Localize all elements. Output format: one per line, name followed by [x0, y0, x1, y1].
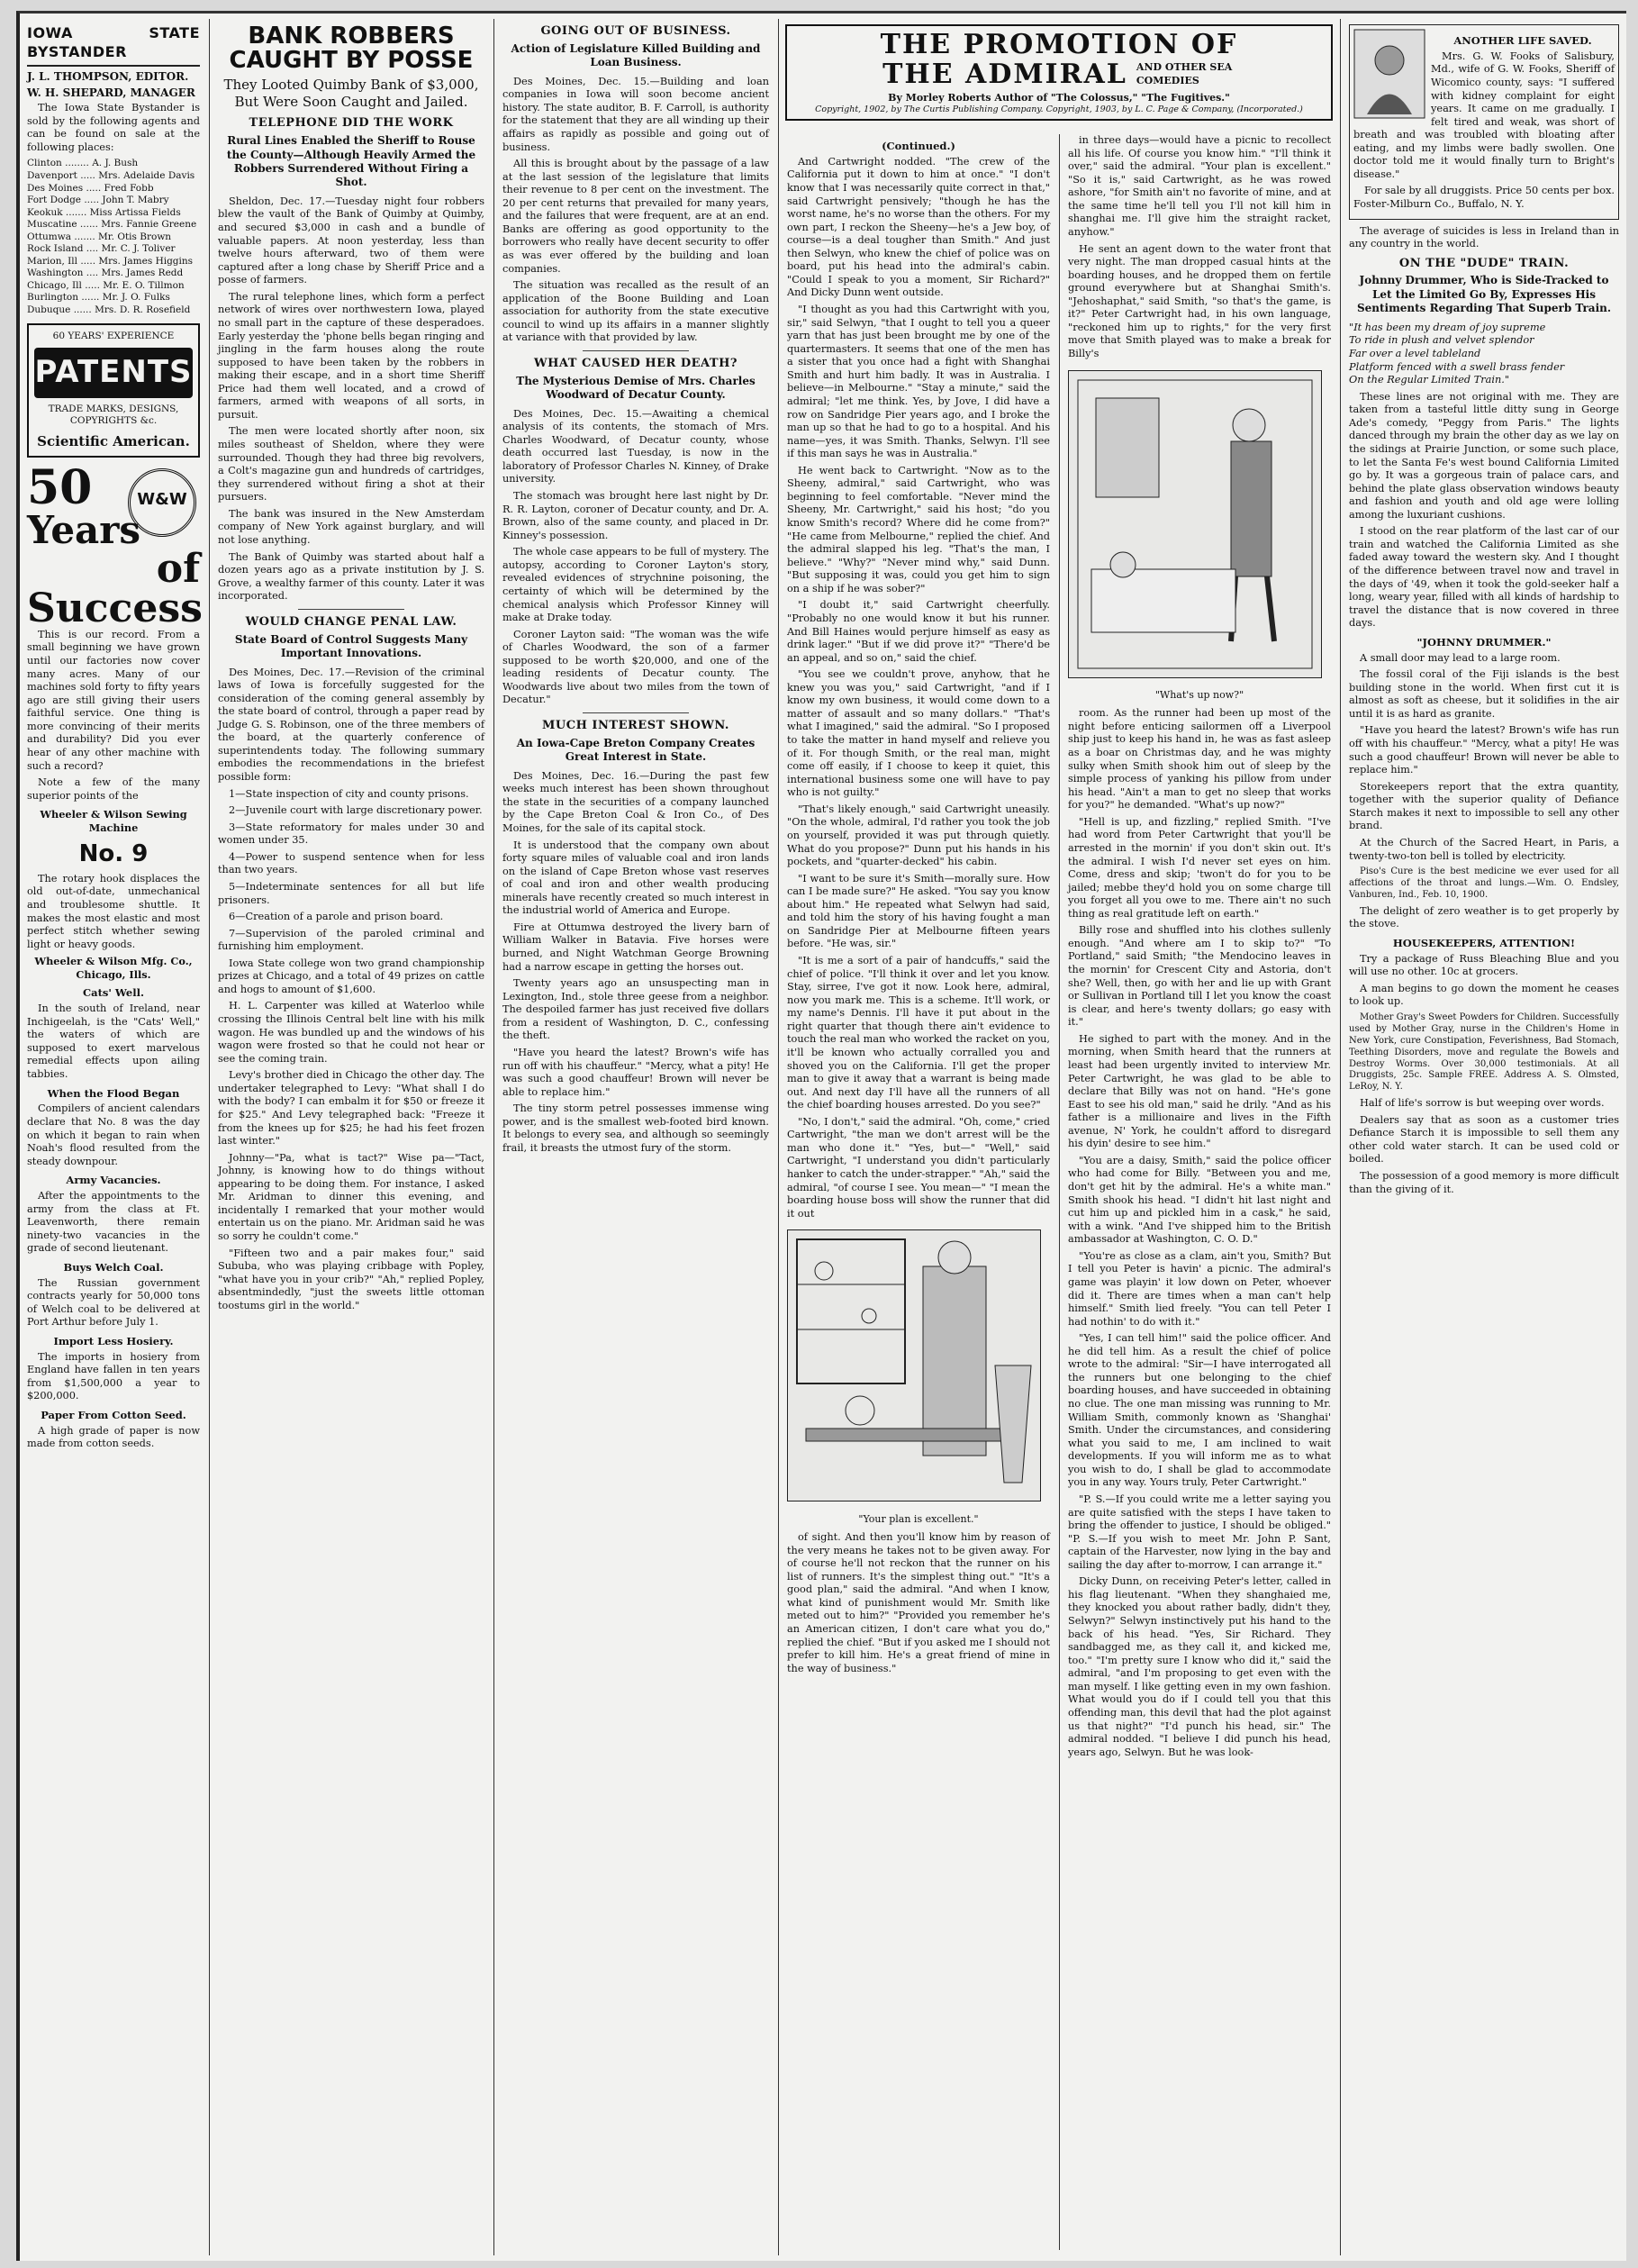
patents-tagline: TRADE MARKS, DESIGNS, COPYRIGHTS &c. [48, 404, 179, 427]
signature: "JOHNNY DRUMMER." [1416, 635, 1552, 649]
article-paragraph: The Bank of Quimby was started about half a dozen years ago as a private institution by J. S. Grove, a wealthy farmer of this county. Later it was incorporated. [218, 550, 484, 603]
going-out-headline: GOING OUT OF BUSINESS. [540, 24, 731, 38]
story-paragraph: in three days—would have a picnic to recollect all his life. Of course you know him." "I'll think it over," said the admiral. "Your plan is excellent." "So it is," said Cartwright, as he was rowed ashore, "for Smith ain't no favorite of mine, and at the same time he'll tell you I'll not kill him in shanghai me. I'll give him the straight racket, anyhow." [1068, 134, 1331, 238]
item-paragraph: I stood on the rear platform of the last car of our train and watched the California Limited as she faded away toward the western sky. And I thought of the difference between travel now and travel in the days of '49, when it took the gold-seeker half a long, weary year, filled with all kinds of hardship to travel the distance that is now covered in three days. [1349, 525, 1619, 630]
article-paragraph: The rural telephone lines, which form a perfect network of wires over northwestern Iowa, played no small part in the capture of these desperadoes. Early yesterday the 'phone bells began ringing and jingling in the farm houses along the route supposed to have been taken by the robbers in making their escape, and in a short time Sheriff Price had them well located, and a crowd of farmers, armed with weapons of all sorts, in pursuit. [218, 290, 484, 421]
item-paragraph: Try a package of Russ Bleaching Blue and you will use no other. 10c at grocers. [1349, 952, 1619, 978]
patents-ad [27, 323, 200, 458]
continued-label: (Continued.) [882, 140, 955, 152]
story-paragraph: "P. S.—If you could write me a letter saying you are quite satisfied with the steps I have taken to bring the offender to justice, I should be obliged." "P. S.—If you wish to meet Mr. John P. Sant, captain of the Harvester, now lying in the bay and sailing the day after to-morrow, I can arrange it." [1068, 1492, 1331, 1571]
item-paragraph: At the Church of the Sacred Heart, in Paris, a twenty-two-ton bell is tolled by electricity. [1349, 836, 1619, 862]
list-item: 6—Creation of a parole and prison board. [229, 911, 444, 923]
story-column-left [780, 134, 1057, 2250]
article-paragraph: The tiny storm petrel possesses immense wing power, and is the smallest web-footed bird known. It belongs to every sea, and although so seemingly frail, it breasts the utmost fury of the storm. [502, 1102, 769, 1154]
agent-row: Muscatine ...... Mrs. Fannie Greene [27, 219, 197, 231]
story-paragraph: "I doubt it," said Cartwright cheerfully. "Probably no one would know it but his runner. And Bill Haines would perjure himself as easy as drink lager." "But if we did prove it?" "There'd be an appeal, and so on," said the chief. [787, 599, 1050, 664]
housekeepers-heading: HOUSEKEEPERS, ATTENTION! [1392, 936, 1576, 949]
article-paragraph: Des Moines, Dec. 16.—During the past few weeks much interest has been shown throughout the state in the securities of a company launched by the Cape Breton Coal & Iron Co., of Des Moines, for the sale of its capital stock. [502, 769, 769, 834]
story-paragraph: "I want to be sure it's Smith—morally sure. How can I be made sure?" He asked. "You say you know about him." He repeated what Selwyn had said, and told him the story of his having fought a man on Sandridge Pier at Melbourne fifteen years before. "He was, sir." [787, 872, 1050, 950]
article-paragraph: Fire at Ottumwa destroyed the livery barn of William Walker in Batavia. Five horses were burned, and Night Watchman George Browning had a narrow escape in getting the horses out. [502, 921, 769, 973]
patents-years: 60 YEARS' EXPERIENCE [52, 331, 175, 342]
story-paragraph: He sent an agent down to the water front that very night. The man dropped casual hints at the boarding houses, and he dropped them on fertile ground everywhere but at Shanghai Smith's. "Jehoshaphat," said Smith, "so that's the game, is it?" Peter Cartwright had, in his own language, "reckoned him up to rights," for the very first move that Smith played was to make a break for Billy's [1068, 242, 1331, 359]
article-paragraph: Twenty years ago an unsuspecting man in Lexington, Ind., stole three geese from a neighbor. The despoiled farmer has just received five dollars from a resident of Washington, D. C., confessing the theft. [502, 977, 769, 1042]
item-paragraph: The possession of a good memory is more difficult than the giving of it. [1349, 1170, 1619, 1195]
life-saved-heading: ANOTHER LIFE SAVED. [1453, 34, 1592, 47]
column-rule [1340, 19, 1341, 2255]
article-paragraph: Sheldon, Dec. 17.—Tuesday night four robbers blew the vault of the Bank of Quimby at Quimby, and secured $3,000 in cash and a bundle of valuable papers. At noon yesterday, less than twelve hours afterward, two of them were captured after a long chase by Sheriff Price and a posse of farmers. [218, 195, 484, 286]
column-rule [493, 19, 494, 2255]
story-paragraph: of sight. And then you'll know him by reason of the very means he takes not to be given away. For of course he'll not reckon that the runner on his list of runners. It's the simplest thing out." "It's a good plan," said the admiral. "And when I know, what kind of punishment would Mr. Smith like meted out to him?" "Provided you remember he's an American citizen, I don't care what you do," replied the chief. "But if you asked me I should not prefer to kill him. He's a great friend of mine in the way of business." [787, 1531, 1050, 1674]
bank-robbers-headline: BANK ROBBERS CAUGHT BY POSSE [229, 23, 474, 75]
story-title-box [785, 24, 1333, 121]
interest-headline: MUCH INTEREST SHOWN. [542, 719, 729, 733]
newspaper-page [16, 11, 1626, 2261]
illustration-bedroom-scene [1068, 370, 1322, 678]
ww-body: This is our record. From a small beginning we have grown until our factories now cover many acres. Many of our machines sold forty to fifty years ago are still giving their users faithful service. One thing is more convincing of their merits and durability? Did you ever hear of any other machine with such a record? [27, 628, 200, 772]
column-masthead-ads [20, 19, 207, 2255]
scientific-american: Scientific American. [37, 432, 190, 449]
agent-row: Clinton ........ A. J. Bush [27, 158, 139, 169]
agent-row: Des Moines ..... Fred Fobb [27, 182, 154, 194]
army-heading: Army Vacancies. [66, 1174, 161, 1187]
story-paragraph: He went back to Cartwright. "Now as to the Sheeny, admiral," said Cartwright, who was beginning to feel comfortable. "Never mind the Sheeny, Mr. Cartwright," said his host; "do you know Smith's record? Where did he come from?" "He came from Melbourne," replied the chief. And the admiral slapped his leg. "That's the man, I believe." "Why?" "Never mind why," said Dunn. "But supposing it was, could you get him to sign on a ship if he was sober?" [787, 464, 1050, 594]
agent-row: Fort Dodge ..... John T. Mabry [27, 195, 169, 206]
story-paragraph: "Yes, I can tell him!" said the police officer. And he did tell him. As a result the chief of police wrote to the admiral: "Sir—I have interrogated all the runners but one belonging to the chief boarding houses, and have succeeded in obtaining no clue. The one man missing was running to Mr. William Smith, commonly known as 'Shanghai' Smith. Under the circumstances, and considering what you said to me, I am inclined to wait developments. If you will inform me as to what you wish to do, I shall be glad to accommodate you in any way. Yours truly, Peter Cartwright." [1068, 1332, 1331, 1489]
column-iowa-news [495, 19, 776, 2255]
years-word: Years [27, 507, 141, 552]
paper-body: A high grade of paper is now made from cotton seeds. [27, 1424, 200, 1450]
wheeler-wilson-seal-icon: W&W [128, 468, 196, 537]
manager-line: W. H. SHEPARD, MANAGER [27, 86, 195, 99]
article-paragraph: The situation was recalled as the result of an application of the Boone Building and Loan association for authority from the state executive council to wind up its affairs in a manner slightly at variance with that provided by law. [502, 279, 769, 344]
item-paragraph: "Have you heard the latest? Brown's wife has run off with his chauffeur." "Mercy, what a pity! He was such a good chauffeur! Brown will never be able to replace him." [1349, 724, 1619, 776]
story-paragraph: "That's likely enough," said Cartwright uneasily. "On the whole, admiral, I'd rather you took the job on yourself, provided it was put through quietly. What do you propose?" Dunn put his hands in his pockets, and "quarter-decked" his cabin. [787, 803, 1050, 868]
article-paragraph: H. L. Carpenter was killed at Waterloo while crossing the Illinois Central belt line with his milk wagon. He was bundled up and the windows of his wagon were frosted so that he could not hear or see the coming train. [218, 1000, 484, 1065]
article-paragraph: "Have you heard the latest? Brown's wife has run off with his chauffeur." "Mercy, what a pity! He was such a good chauffeur! Brown will never be able to replace him." [502, 1046, 769, 1098]
item-paragraph: These lines are not original with me. They are taken from a tasteful little ditty sung in George Ade's comedy, "Peggy from Paris." The lights danced through my brain the other day as we lay on the sidings at Prairie Junction, or some such place, to let the Santa Fe's west bound California Limited go by. It was a gorgeous train of palace cars, and behind the plate glass observation windows beauty and fashion and youth and old age were lolling among the luxuriant cushions. [1349, 390, 1619, 521]
agent-row: Washington .... Mrs. James Redd [27, 268, 184, 279]
wheeler-wilson-ad [27, 459, 203, 981]
ww-note: Note a few of the many superior points of the [27, 776, 200, 802]
story-paragraph: And Cartwright nodded. "The crew of the California put it down to him at once." "I don't know that I was necessarily quite correct in that," said Cartwright pensively; "though he has the worst name, he's no worse than the others. For my own part, I reckon the Sheeny—he's a Jew boy, of course—is a deal tougher than Smith." And just then Selwyn, who knew the chief of police was on board, put his head into the admiral's cabin. "Could I speak to you a moment, Sir Richard?" And Dicky Dunn went outside. [787, 155, 1050, 299]
death-deck: The Mysterious Demise of Mrs. Charles Woodward of Decatur County. [516, 374, 756, 402]
divider [298, 609, 404, 610]
story-byline: By Morley Roberts Author of "The Colossus," "The Fugitives." [888, 92, 1230, 104]
item-paragraph: Piso's Cure is the best medicine we ever used for all affections of the throat and lungs.—Wm. O. Endsley, Vanburen, Ind., Feb. 10, 1900. [1349, 866, 1619, 900]
story-title-line-2: THE ADMIRAL [882, 59, 1127, 90]
of-success: of Success [27, 545, 203, 631]
agent-row: Marion, Ill ..... Mrs. James Higgins [27, 255, 194, 267]
agent-row: Rock Island .... Mr. C. J. Toliver [27, 243, 176, 255]
list-item: 7—Supervision of the paroled criminal and furnishing him employment. [218, 927, 484, 953]
ww-product-name: Wheeler & Wilson Sewing Machine [40, 808, 187, 834]
agent-row: Ottumwa ....... Mr. Otis Brown [27, 231, 172, 242]
flood-heading: When the Flood Began [47, 1086, 180, 1100]
agent-row: Davenport ..... Mrs. Adelaide Davis [27, 169, 195, 181]
story-paragraph: "You are a daisy, Smith," said the police officer who had come for Billy. "Between you and me, don't get hit by the admiral. He's a white man." Smith shook his head. "I didn't hit last night and cut him up and pickled him in a cask," he said, with a wink. "And I've shipped him to the British ambassador at Washington, C. O. D." [1068, 1154, 1331, 1246]
masthead: IOWA STATE BYSTANDER [27, 19, 200, 67]
story-paragraph: "Hell is up, and fizzling," replied Smith. "I've had word from Peter Cartwright that you'll be arrested in the mornin' if you don't skin out. It's the admiral. I wish I'd never set eyes on him. Come, dress and skip; 'twon't do for you to be jailed; mebbe they'd hold you on some charge till you forget all you owe to me. There ain't no such thing as real gratitude left on earth." [1068, 815, 1331, 920]
interest-deck: An Iowa-Cape Breton Company Creates Great Interest in State. [516, 736, 756, 764]
divider [583, 350, 689, 351]
agent-row: Keokuk ....... Miss Artissa Fields [27, 206, 181, 218]
agent-list [27, 158, 200, 316]
article-paragraph: The stomach was brought here last night by Dr. R. R. Layton, coroner of Decatur county, and Dr. A. Brown, also of the same county, and placed in Dr. Kinney's possession. [502, 490, 769, 541]
list-item: 3—State reformatory for males under 30 and women under 35. [218, 821, 484, 847]
story-paragraph: Dicky Dunn, on receiving Peter's letter, called in his flag lieutenant. "When they shanghaied me, they knocked you about rather badly, didn't they, Selwyn?" Selwyn instinctively put his hand to the back of his head. "Yes, Sir Richard. They sandbagged me, as they call it, and kicked me, too." "I'm pretty sure I know who did it," said the admiral, "and I'm proposing to get even with the man myself. I like getting even in my own fashion. What would you do if I could tell you that this offending man, this devil that had the plot against us that night?" "I'd punch his head, sir." The admiral nodded. "I believe I did punch his head, years ago, Selwyn. But he was look- [1068, 1575, 1331, 1758]
army-body: After the appointments to the army from the class at Ft. Leavenworth, there remain ninety-two vacancies in the grade of second lieutenant. [27, 1190, 200, 1255]
illustration-lab-scene [787, 1229, 1041, 1501]
ww-body-2: The rotary hook displaces the old out-of-date, unmechanical and troublesome shuttle. It makes the most elastic and most perfect stitch whether sewing light or heavy goods. [27, 872, 200, 950]
item-paragraph: The delight of zero weather is to get properly by the stove. [1349, 904, 1619, 930]
story-paragraph: He sighed to part with the money. And in the morning, when Smith heard that the runners at least had been urgently invited to interview Mr. Peter Cartwright, he was glad to be able to declare that Billy was not on hand. "He's gone East to see his old man," said he drily. "And as his father is a millionaire and lives in the Fifth avenue, N' York, he couldn't afford to disregard his dyin' desire to see him." [1068, 1032, 1331, 1150]
story-paragraph: "You're as close as a clam, ain't you, Smith? But I tell you Peter is havin' a picnic. The admiral's game was playin' it low down on Peter, whoever did it. There are times when a man can't help himself." Smith lied freely. "You can tell Peter I had nothin' to do with it." [1068, 1249, 1331, 1328]
item-paragraph: A man begins to go down the moment he ceases to look up. [1349, 982, 1619, 1008]
story-paragraph: "It is me a sort of a pair of handcuffs," said the chief of police. "I'll think it over and let you know. Stay, sirree, I've got it now. Look here, admiral, now you mark me. This is a scheme. It'll work, or my name's Dennis. I'll have it put about in the right quarter that though there ain't evidence to touch the real man who worked the racket on you, it'll be known who actually corralled you and shoved you on the California. I'll get the proper man to give it away that a warrant is being made out. And next day I'll have all the runners of all the chief boarding houses arrested. Do you see?" [787, 955, 1050, 1111]
item-paragraph: The average of suicides is less in Ireland than in any country in the world. [1349, 224, 1619, 250]
article-paragraph: Des Moines, Dec. 17.—Revision of the criminal laws of Iowa is forcefully suggested for the consideration of the coming general assembly by the state board of control, through a paper read by Judge G. S. Robinson, one of the three members of the board, at the quarterly conference of superintendents today. The following summary embodies the recommendations in the briefest possible form: [218, 666, 484, 783]
life-saved-ad [1349, 24, 1619, 220]
article-paragraph: "Fifteen two and a pair makes four," said Sububa, who was playing cribbage with Popley, "what have you in your crib?" "Ah," replied Popley, absentmindedly, "just the sweets little ottoman toostums girl in the world." [218, 1247, 484, 1311]
column-rule [778, 19, 779, 2255]
agent-row: Chicago, Ill ..... Mr. E. O. Tillmon [27, 279, 185, 291]
story-paragraph: "No, I don't," said the admiral. "Oh, come," cried Cartwright, "the man we don't arrest will be the man who done it." "Yes, but—" "Well," said Cartwright, "I understand you didn't particularly hanker to catch the under-strapper." "Ah," said the admiral, "of course I see. You mean—" "I mean the boarding house boss will show the runner that did it out [787, 1115, 1050, 1220]
cats-body: In the south of Ireland, near Inchigeelah, is the "Cats' Well," the waters of which are supposed to exert marvelous remedial effects upon ailing tabbies. [27, 1002, 200, 1081]
welch-body: The Russian government contracts yearly for 50,000 tons of Welch coal to be delivered at Port Arthur before July 1. [27, 1276, 200, 1329]
going-out-deck: Action of Legislature Killed Building and Loan Business. [511, 41, 761, 69]
bank-robbers-deck-1: They Looted Quimby Bank of $3,000, But Were Soon Caught and Jailed. [223, 76, 479, 110]
article-paragraph: Johnny—"Pa, what is tact?" Wise pa—"Tact, Johnny, is knowing how to do things without appearing to be doing them. For instance, I asked Mr. Aridman to dinner this evening, and incidentally I remarked that your mother would entertain us on the piano. Mr. Aridman said he was so sorry he couldn't come." [218, 1151, 484, 1242]
article-paragraph: Des Moines, Dec. 15.—Awaiting a chemical analysis of its contents, the stomach of Mrs. Charles Woodward, of Decatur county, whose death occurred last Tuesday, is now in the laboratory of Professor Charles N. Kinney, of Drake university. [502, 407, 769, 485]
serial-story [780, 19, 1338, 2255]
agents-intro: The Iowa State Bystander is sold by the following agents and can be found on sale at the following places: [27, 102, 200, 153]
penal-law-deck: State Board of Control Suggests Many Important Innovations. [234, 632, 468, 660]
editor-line: J. L. THOMPSON, EDITOR. [27, 70, 189, 84]
column-bank-robbers [211, 19, 492, 2255]
fifty-numeral: 50 [27, 459, 93, 515]
item-paragraph: Mother Gray's Sweet Powders for Children. Successfully used by Mother Gray, nurse in the Children's Home in New York, cure Constipation, Feverishness, Bad Stomach, Teething Disorders, move and regulate the Bowels and Destroy Worms. Over 30,000 testimonials. At all Druggists, 25c. Sample FREE. Address A. S. Olmsted, LeRoy, N. Y. [1349, 1012, 1619, 1093]
illustration-caption: "Your plan is excellent." [858, 1512, 979, 1525]
article-paragraph: Levy's brother died in Chicago the other day. The undertaker telegraphed to Levy: "What shall I do with the body? I can embalm it for $50 or freeze it for $25." And Levy telegraphed back: "Freeze it from the knees up for $25; he had his feet frozen last winter." [218, 1069, 484, 1148]
article-paragraph: All this is brought about by the passage of a law at the last session of the legislature that limits their revenue to 8 per cent on the investment. The 20 per cent returns that prevailed for many years, and the failures that were frequent, are at an end. Banks are offering as good opportunity to the borrowers who really have decent security to offer as was ever offered by the building and loan companies. [502, 158, 769, 275]
story-title-side: AND OTHER SEA COMEDIES [1136, 61, 1233, 86]
patents-banner: PATENTS [34, 348, 193, 398]
article-paragraph: The whole case appears to be full of mystery. The autopsy, according to Coroner Layton's story, revealed evidences of strychnine poisoning, the certainty of which will be determined by the chemical analysis which Professor Kinney will make at Drake today. [502, 546, 769, 624]
article-paragraph: Iowa State college won two grand championship prizes at Chicago, and a total of 49 prizes on cattle and hogs to amount of $1,600. [218, 957, 484, 995]
bank-robbers-deck-2: TELEPHONE DID THE WORK [249, 116, 454, 131]
welch-heading: Buys Welch Coal. [63, 1260, 164, 1274]
article-paragraph: It is understood that the company own about forty square miles of valuable coal and iron lands on the island of Cape Breton whose vast reserves of coal and iron and other wealth producing minerals have recently created so much interest in the industrial world of America and Europe. [502, 839, 769, 917]
ad-paragraph: For sale by all druggists. Price 50 cents per box. Foster-Milburn Co., Buffalo, N. Y. [1353, 185, 1615, 211]
story-title-line-1: THE PROMOTION OF [880, 29, 1238, 60]
story-paragraph: "I thought as you had this Cartwright with you, sir," said Selwyn, "that I ought to tell you a queer yarn that has just been brought me by one of the quartermasters. It seems that one of the men has a sister that you once had a fight with Shanghai Smith and hurt him badly. It was in Australia. I believe—in Melbourne." "Stay a minute," said the admiral; "let me think. Yes, by Jove, I did have a row on Sandridge Pier years ago, and I broke the man up so that he had to go to a hospital. And his name—yes, it was Smith. Thanks, Selwyn. I'll see if this man says he was in Australia." [787, 304, 1050, 460]
story-paragraph: Billy rose and shuffled into his clothes sullenly enough. "And where am I to skip to?" "To Portland," said Smith; "the Mendocino leaves in the mornin' for Crescent City and Astoria, don't she? Well, then, go with her and lie up with Grant or Sullivan in Portland till I let you know the coast is clear, and here's twenty dollars; go easy with it." [1068, 924, 1331, 1029]
woman-portrait-icon [1353, 29, 1425, 119]
list-item: 1—State inspection of city and county prisons. [229, 787, 469, 800]
recommendation-list [218, 788, 484, 954]
illustration-caption: "What's up now?" [1154, 689, 1244, 702]
item-paragraph: Dealers say that as soon as a customer tries Defiance Starch it is impossible to sell them any other cold water starch. It can be used cold or boiled. [1349, 1113, 1619, 1166]
list-item: 4—Power to suspend sentence when for less than two years. [218, 850, 484, 876]
article-paragraph: Coroner Layton said: "The woman was the wife of Charles Woodward, the son of a farmer supposed to be worth $20,000, and one of the leading residents of Decatur county. The Woodwards live about two miles from the town of Decatur." [502, 628, 769, 706]
ww-company: Wheeler & Wilson Mfg. Co., Chicago, Ills. [34, 955, 193, 981]
flood-body: Compilers of ancient calendars declare that No. 8 was the day on which it began to rain when Noah's flood resulted from the steady downpour. [27, 1102, 200, 1167]
article-paragraph: The bank was insured in the New Amsterdam company of New York against burglary, and will not lose anything. [218, 507, 484, 546]
penal-law-headline: WOULD CHANGE PENAL LAW. [245, 614, 457, 629]
hosiery-heading: Import Less Hosiery. [53, 1334, 174, 1347]
divider [583, 712, 689, 713]
verse: "It has been my dream of joy supreme To ride in plush and velvet splendor Far over a level tableland Platform fenced with a swell brass fender On the Regular Limited Train." [1349, 321, 1565, 386]
story-column-right [1061, 134, 1338, 2250]
story-copyright: Copyright, 1902, by The Curtis Publishing Company. Copyright, 1903, by L. C. Page & Company, (Incorporated.) [815, 104, 1303, 115]
dude-train-headline: ON THE "DUDE" TRAIN. [1398, 256, 1570, 270]
story-paragraph: "You see we couldn't prove, anyhow, that he knew you was you," said Cartwright, "and if I know my own business, it would come down to a matter of assault and so many dollars." "That's what I imagined," said the admiral. "So I proposed to take the matter in hand myself and relieve you of it. For though Smith, or the real man, might come off easily, if I choose to keep it quiet, this international business some one will have to pay who is not guilty." [787, 668, 1050, 799]
item-paragraph: A small door may lead to a large room. [1360, 651, 1561, 664]
ad-paragraph: Mrs. G. W. Fooks of Salisbury, Md., wife of G. W. Fooks, Sheriff of Wicomico county, says: "I suffered with kidney complaint for eight years. It came on me gradually. I felt tired and weak, was short of breath and was troubled with bloating after eating, and my limbs were badly swollen. One doctor told me it would finally turn to Bright's disease." [1353, 50, 1615, 180]
item-paragraph: Storekeepers report that the extra quantity, together with the superior quality of Defiance Starch makes it next to impossible to sell any other brand. [1349, 780, 1619, 832]
article-paragraph: Des Moines, Dec. 15.—Building and loan companies in Iowa will soon become ancient history. The state auditor, B. F. Carroll, is authority for the statement that they are all winding up their affairs as rapidly as possible and going out of business. [502, 75, 769, 153]
story-title-row [792, 59, 1326, 89]
paper-heading: Paper From Cotton Seed. [41, 1409, 186, 1422]
bank-robbers-deck-3: Rural Lines Enabled the Sheriff to Rouse the County—Although Heavily Armed the Robbers Surrendered Without Firing a Shot. [226, 134, 476, 189]
column-rule [209, 19, 210, 2255]
column-rule [1059, 134, 1060, 2250]
column-misc [1342, 19, 1626, 2255]
agent-row: Burlington ...... Mr. J. O. Fulks [27, 292, 170, 304]
cats-heading: Cats' Well. [83, 986, 144, 1000]
ww-model-number: No. 9 [78, 840, 149, 868]
story-paragraph: room. As the runner had been up most of the night before enticing sailormen off a Liverpool ship just to keep his hand in, he was as fast asleep as a boar on Christmas day, and he was mighty sulky when Smith shook him out of sleep by the simple process of yanking his pillow from under his head. "Ain't a man to get no sleep that works for you?" he demanded. "What's up now?" [1068, 707, 1331, 812]
death-headline: WHAT CAUSED HER DEATH? [534, 356, 738, 370]
list-item: 2—Juvenile court with large discretionary power. [229, 804, 483, 817]
hosiery-body: The imports in hosiery from England have fallen in ten years from $1,500,000 a year to $200,000. [27, 1350, 200, 1402]
dude-train-deck: Johnny Drummer, Who is Side-Tracked to Let the Limited Go By, Expresses His Sentiments Regarding That Superb Train. [1356, 274, 1612, 315]
item-paragraph: Half of life's sorrow is but weeping over words. [1360, 1097, 1605, 1110]
article-paragraph: The men were located shortly after noon, six miles southeast of Sheldon, where they were surrounded. Though they had three big revolvers, a Colt's magazine gun and hundreds of cartridges, they surrendered without firing a shot at their pursuers. [218, 425, 484, 503]
agent-row: Dubuque ...... Mrs. D. R. Rosefield [27, 304, 191, 315]
list-item: 5—Indeterminate sentences for all but life prisoners. [218, 880, 484, 906]
item-paragraph: The fossil coral of the Fiji islands is the best building stone in the world. When first cut it is almost as soft as cheese, but it solidifies in the air until it is as hard as granite. [1349, 668, 1619, 720]
